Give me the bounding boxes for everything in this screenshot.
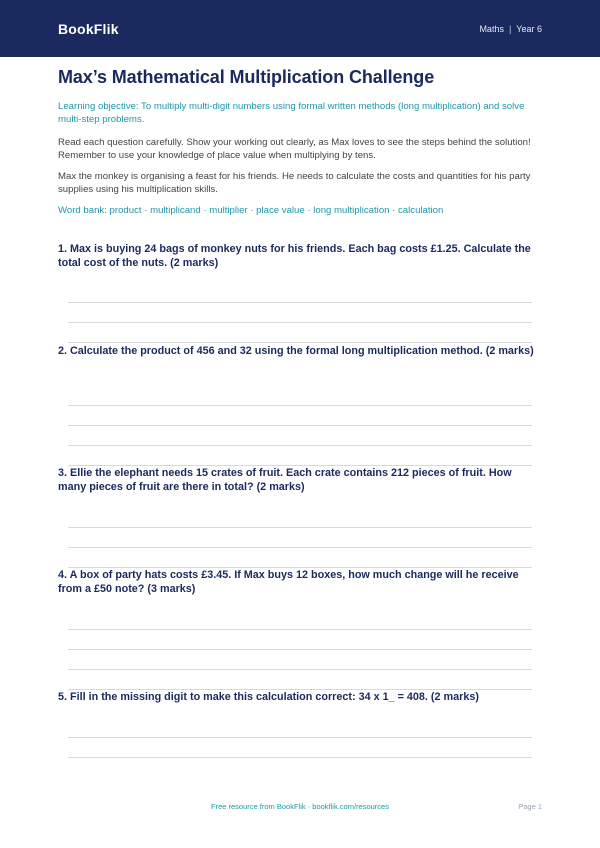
page-title: Max’s Mathematical Multiplication Challenge [58,67,435,87]
question-5 [58,690,542,704]
answer-line[interactable] [68,757,532,758]
question-2 [58,344,542,358]
brand-logo[interactable]: BookFlik [58,20,119,37]
learning-objective: Learning objective: To multiply multi-digit numbers using formal written methods (long multiplication) and solve multi-step problems. [58,101,525,125]
answer-line[interactable] [68,302,532,303]
answer-line[interactable] [68,445,532,446]
intro-section [58,66,542,235]
answer-line[interactable] [68,322,532,323]
question-1 [58,242,542,270]
answer-line[interactable] [68,629,532,630]
intro-paragraph: Read each question carefully. Show your working out clearly, as Max loves to see the steps behind the solution! Remember to use your knowledge of place value when multiplying by tens. [58,137,531,161]
year-label: Year 6 [516,23,542,34]
question-text: 2. Calculate the product of 456 and 32 using the formal long multiplication method. (2 marks) [58,345,534,357]
answer-line[interactable] [68,405,532,406]
word-bank: Word bank: product · multiplicand · multiplier · place value · long multiplication · calculation [58,205,444,216]
question-text: 3. Ellie the elephant needs 15 crates of fruit. Each crate contains 212 pieces of fruit. How many pieces of fruit are there in total? (2 marks) [58,467,512,493]
answer-line[interactable] [68,527,532,528]
answer-line[interactable] [68,649,532,650]
answer-line[interactable] [68,547,532,548]
question-text: 4. A box of party hats costs £3.45. If Max buys 12 boxes, how much change will he receive from a £50 note? (3 marks) [58,569,519,595]
page-number: Page 1 [518,802,542,811]
answer-line[interactable] [68,737,532,738]
question-3 [58,466,542,494]
subject-year-meta [479,24,542,34]
story-paragraph: Max the monkey is organising a feast for his friends. He needs to calculate the costs and quantities for his party supplies using his multiplication skills. [58,171,531,195]
footer-link[interactable]: Free resource from BookFlik · bookflik.com/resources [211,802,389,811]
page-footer [0,802,600,816]
page-header [0,0,600,57]
answer-line[interactable] [68,342,532,343]
question-4 [58,568,542,596]
subject-label: Maths [479,23,504,34]
question-text: 5. Fill in the missing digit to make this calculation correct: 34 x 1_ = 408. (2 marks) [58,691,479,703]
meta-separator: | [508,23,512,34]
answer-line[interactable] [68,425,532,426]
question-text: 1. Max is buying 24 bags of monkey nuts for his friends. Each bag costs £1.25. Calculate the total cost of the nuts. (2 marks) [58,243,531,269]
answer-line[interactable] [68,669,532,670]
